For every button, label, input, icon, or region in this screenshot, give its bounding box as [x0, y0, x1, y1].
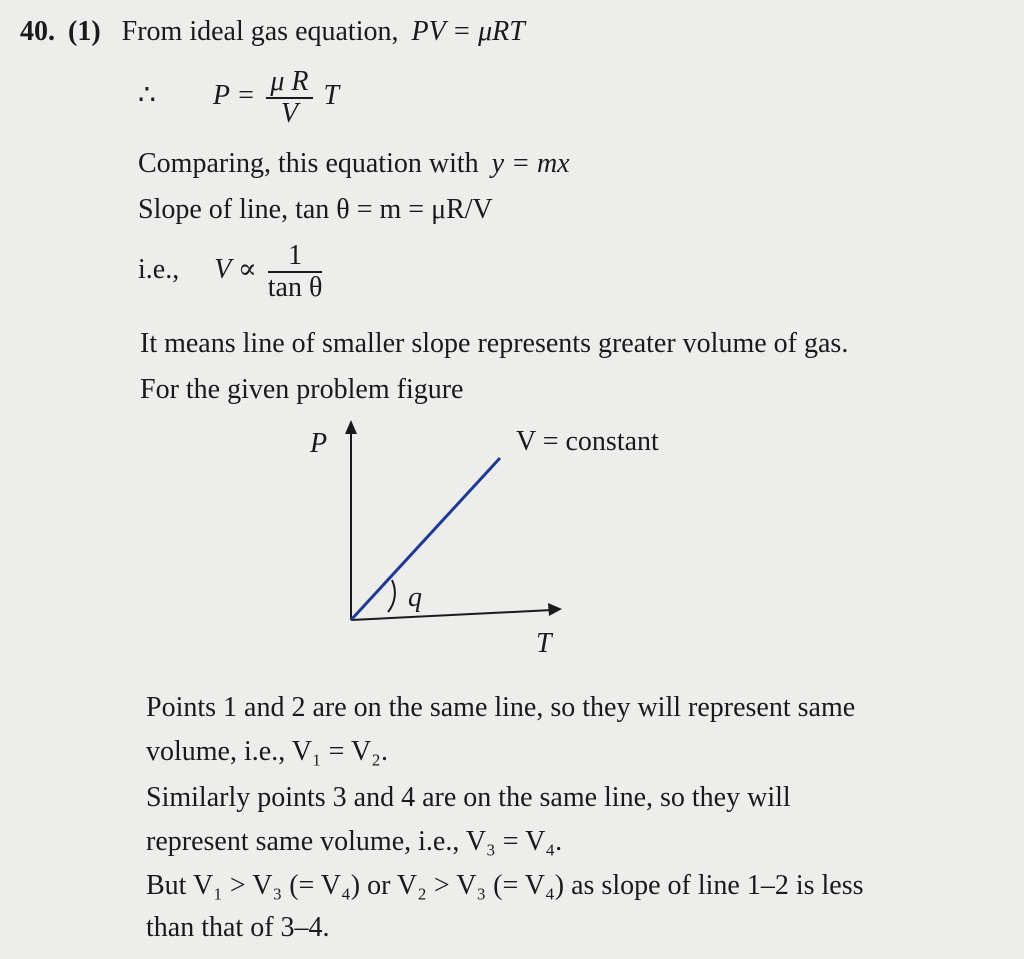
conclusion-line-5: But V₁ > V₃ (= V₄) or V₂ > V₃ (= V₄) as slope of line 1–2 is less — [146, 870, 864, 901]
ideal-gas-equation: PV = μRT — [411, 16, 525, 47]
conclusion-line-3: Similarly points 3 and 4 are on the same line, so they will — [146, 782, 791, 813]
conclusion-line-2: volume, i.e., V₁ = V₂. — [146, 736, 388, 767]
comparing-text: Comparing, this equation with — [138, 148, 479, 179]
x-axis-label: T — [536, 628, 552, 659]
pressure-lhs: P = — [212, 80, 256, 111]
answer-option: (1) — [68, 16, 101, 47]
problem-number: 40. — [20, 16, 55, 47]
y-axis-label: P — [310, 428, 328, 459]
therefore-symbol: ∴ — [138, 80, 156, 111]
conclusion-line-4: represent same volume, i.e., V₃ = V₄. — [146, 826, 563, 857]
x-axis-arrow — [548, 603, 562, 616]
pressure-rhs: T — [323, 80, 340, 111]
slope-meaning-text: It means line of smaller slope represents greater volume of gas. — [140, 328, 849, 359]
conclusion-line-6: than that of 3–4. — [146, 912, 330, 943]
line-label: V = constant — [516, 426, 659, 457]
constant-volume-line — [351, 458, 500, 620]
intro-text: From ideal gas equation, — [121, 16, 399, 47]
proportional-lhs: V ∝ — [214, 254, 257, 285]
proportional-denominator: tan θ — [267, 271, 323, 303]
figure-intro-text: For the given problem figure — [140, 374, 464, 405]
linear-equation: y = mx — [491, 148, 570, 179]
angle-arc — [388, 580, 395, 612]
conclusion-line-1: Points 1 and 2 are on the same line, so they will represent same — [146, 692, 856, 723]
angle-label: q — [408, 582, 422, 613]
proportional-numerator: 1 — [268, 241, 323, 273]
y-axis-arrow — [345, 420, 357, 434]
fraction-numerator: μ R — [266, 67, 312, 99]
slope-line: Slope of line, tan θ = m = μR/V — [138, 194, 493, 225]
fraction-denominator: V — [280, 97, 298, 129]
ie-text: i.e., — [138, 254, 180, 285]
x-axis — [351, 610, 552, 620]
